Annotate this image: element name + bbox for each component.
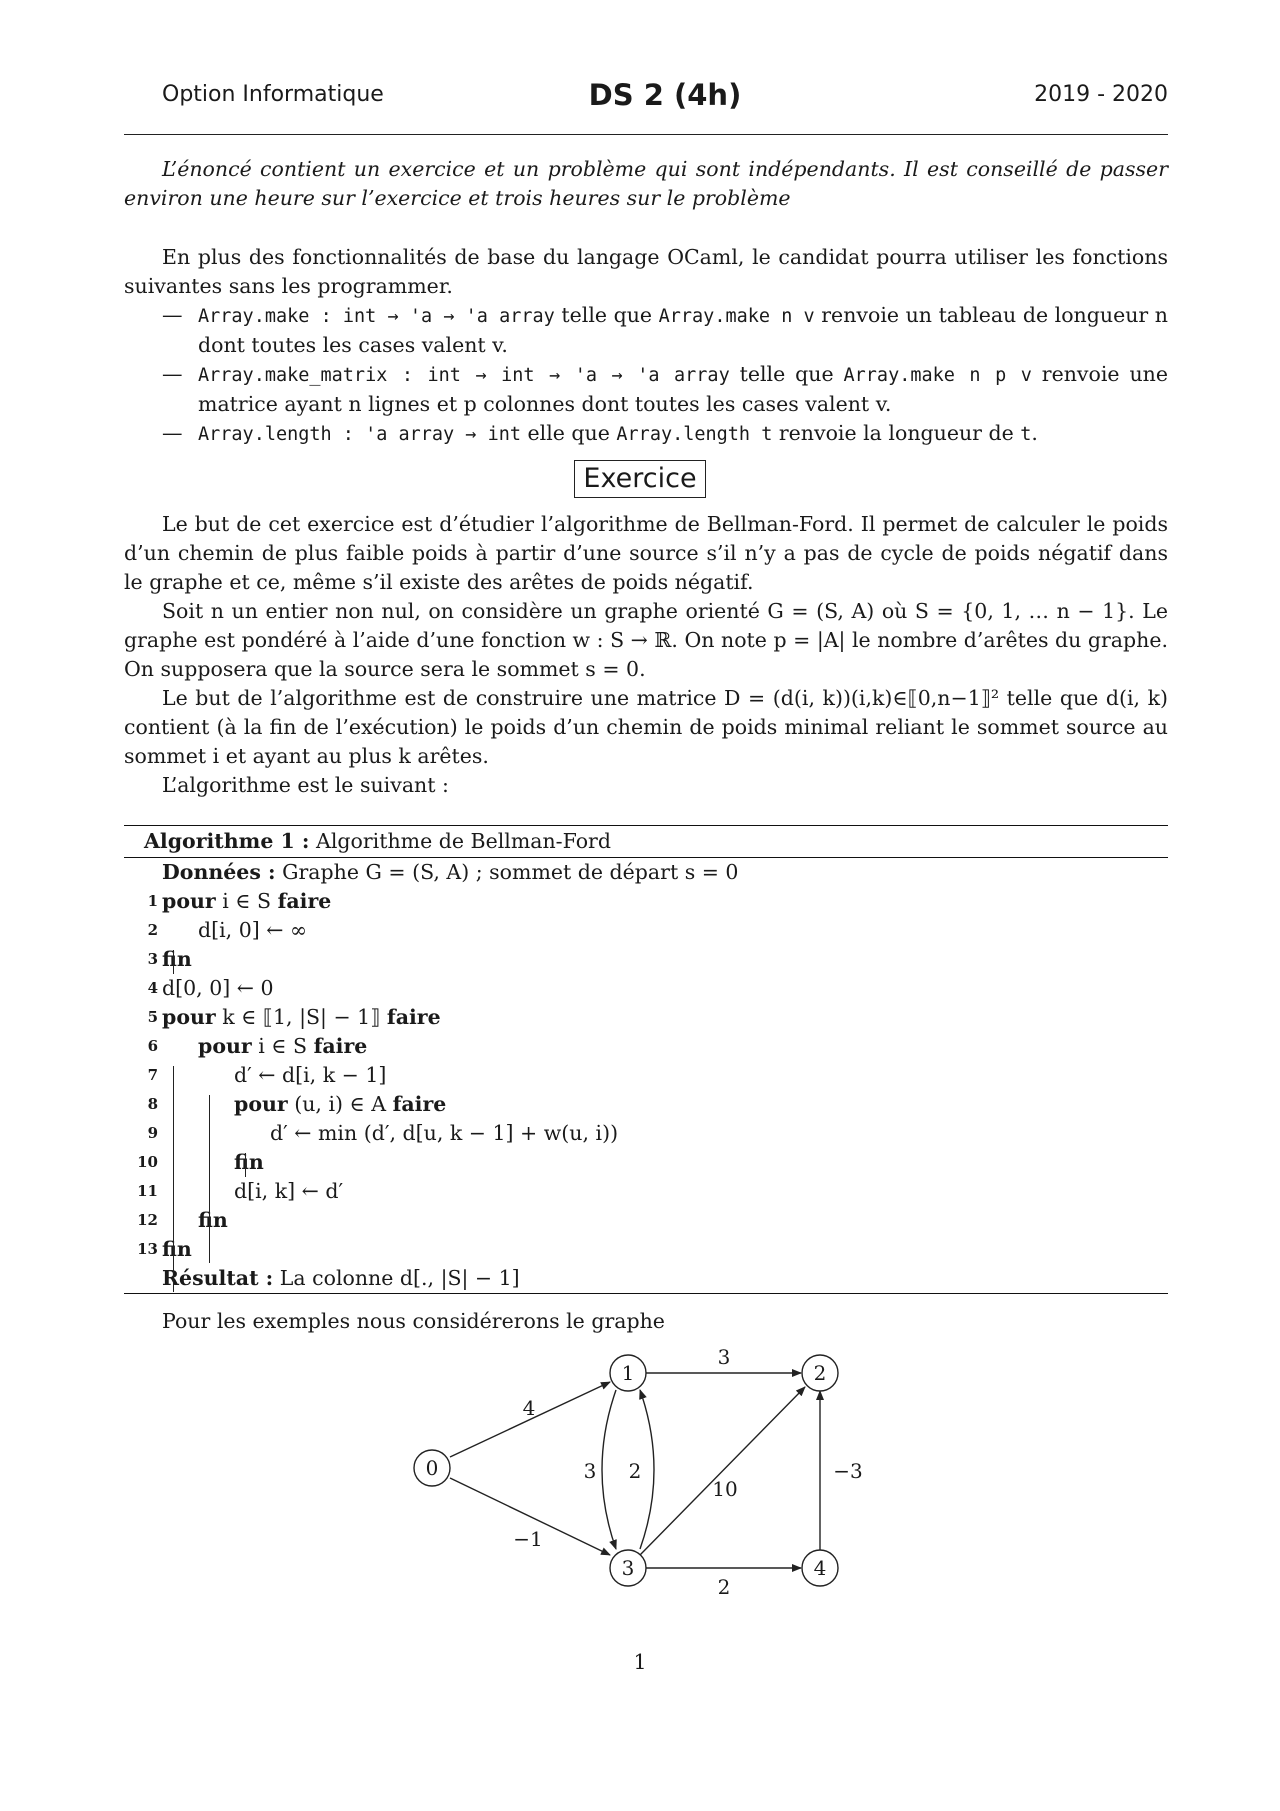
algorithm-line: 6 pour i ∈ S faire: [147, 1034, 368, 1058]
edge-weight: 3: [717, 1345, 731, 1369]
list-item: — Array.make_matrix : int → int → 'a → 'a array telle que Array.make n p v renvoie une matrice ayant n lignes et p colonnes dont toutes les cases valent v.: [162, 362, 1168, 416]
algorithm-line: 13 fin: [137, 1237, 192, 1261]
edge-weight: 2: [628, 1459, 642, 1483]
function-call: Array.length t: [616, 424, 773, 445]
function-signature: Array.length : 'a array → int: [198, 424, 522, 445]
edge-weight: −1: [513, 1527, 543, 1551]
page-number: 1: [633, 1650, 647, 1674]
node-label: 1: [621, 1361, 635, 1385]
graph-intro: Pour les exemples nous considérerons le graphe: [162, 1309, 665, 1333]
function-signature: Array.make_matrix : int → int → 'a → 'a array: [198, 365, 730, 386]
function-description: renvoie un tableau de longueur n dont toutes les cases valent v.: [198, 303, 1169, 357]
algorithm-line: 8 pour (u, i) ∈ A faire: [147, 1092, 447, 1116]
algorithm-line: 4 d[0, 0] ← 0: [147, 976, 274, 1000]
algorithm-line: 5 pour k ∈ ⟦1, |S| − 1⟧ faire: [147, 1005, 441, 1029]
algorithm-line: 1 pour i ∈ S faire: [147, 889, 332, 913]
header-title: DS 2 (4h): [588, 78, 742, 112]
algorithm-line: 12 fin: [137, 1208, 228, 1232]
algorithm-line: 7 d′ ← d[i, k − 1]: [147, 1063, 387, 1087]
function-description: renvoie la longueur de: [772, 421, 1021, 445]
algorithm-line: 2 d[i, 0] ← ∞: [147, 918, 308, 942]
header-course: Option Informatique: [162, 82, 384, 107]
algorithm-output: Résultat : La colonne d[., |S| − 1]: [162, 1266, 520, 1290]
edge-1-3: [602, 1390, 616, 1549]
edge-weight: 2: [717, 1575, 731, 1599]
node-label: 4: [813, 1556, 827, 1580]
algorithm-line: 10 fin: [137, 1150, 264, 1174]
function-description: renvoie une matrice ayant n lignes et p colonnes dont toutes les cases valent v.: [198, 362, 1168, 416]
node-label: 3: [621, 1556, 635, 1580]
edge-weight: 10: [712, 1477, 738, 1501]
list-item: — Array.make : int → 'a → 'a array telle que Array.make n v renvoie un tableau de longueur n dont toutes les cases valent v.: [162, 303, 1169, 357]
header-year: 2019 - 2020: [1034, 82, 1168, 107]
paragraph: Soit n un entier non nul, on considère un graphe orienté G = (S, A) où S = {0, 1, … n − 1}. Le graphe est pondéré à l’aide d’une fonction w : S → ℝ. On note p = |A| le nombre d’arêtes du graphe. On supposera que la source sera le sommet s = 0.: [124, 599, 1168, 681]
paragraph: Le but de cet exercice est d’étudier l’algorithme de Bellman-Ford. Il permet de calculer le poids d’un chemin de plus faible poids à partir d’une source s’il n’y a pas de cycle de poids négatif dans le graphe et ce, même s’il existe des arêtes de poids négatif.: [124, 512, 1168, 594]
algorithm-line: 3 fin: [147, 947, 192, 971]
algorithm-line: 9 d′ ← min (d′, d[u, k − 1] + w(u, i)): [147, 1121, 619, 1145]
function-signature: Array.make : int → 'a → 'a array: [198, 306, 555, 327]
node-label: 2: [813, 1361, 827, 1385]
list-item: — Array.length : 'a array → int elle que Array.length t renvoie la longueur de t.: [162, 421, 1038, 445]
algorithm-title: Algorithme 1 : Algorithme de Bellman-Ford: [144, 829, 611, 853]
edge-3-2: [640, 1387, 805, 1555]
function-call: Array.make n p v: [843, 365, 1032, 386]
edge-weight: 3: [583, 1459, 597, 1483]
paragraph: Le but de l’algorithme est de construire une matrice D = (d(i, k))(i,k)∈⟦0,n−1⟧² telle que d(i, k) contient (à la fin de l’exécution) le poids d’un chemin de poids minimal reliant le sommet source au sommet i et ayant au plus k arêtes.: [124, 686, 1168, 768]
paragraph: L’algorithme est le suivant :: [162, 773, 449, 797]
edge-weight: 4: [522, 1396, 536, 1420]
intro-text: L’énoncé contient un exercice et un problème qui sont indépendants. Il est conseillé de passer environ une heure sur l’exercice et trois heures sur le problème: [124, 157, 1168, 210]
function-call: Array.make n v: [658, 306, 815, 327]
functions-intro: En plus des fonctionnalités de base du langage OCaml, le candidat pourra utiliser les fonctions suivantes sans les programmer.: [124, 245, 1168, 298]
section-title-box: Exercice: [574, 460, 705, 498]
node-label: 0: [425, 1456, 439, 1480]
algorithm-line: 11 d[i, k] ← d′: [137, 1179, 344, 1203]
edge-weight: −3: [833, 1459, 863, 1483]
edge-3-1: [640, 1390, 654, 1549]
algorithm-input: Données : Graphe G = (S, A) ; sommet de départ s = 0: [162, 860, 739, 884]
